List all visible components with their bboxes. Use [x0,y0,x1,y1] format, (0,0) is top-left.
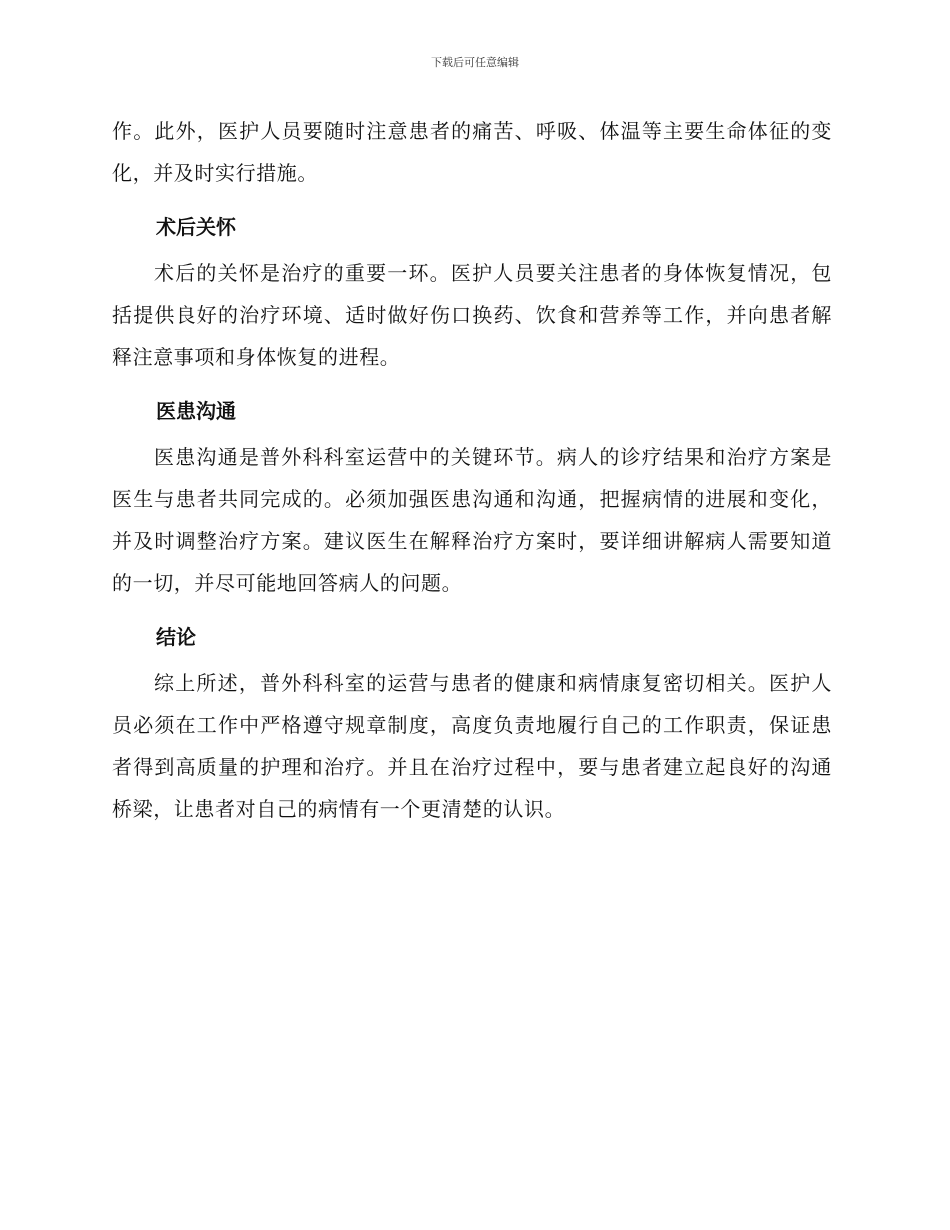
section-body-postoperative-care: 术后的关怀是治疗的重要一环。医护人员要关注患者的身体恢复情况，包括提供良好的治疗环境、适时做好伤口换药、饮食和营养等工作，并向患者解释注意事项和身体恢复的进程。 [112,261,832,369]
intro-paragraph: 作。此外，医护人员要随时注意患者的痛苦、呼吸、体温等主要生命体征的变化，并及时实行措施。 [112,119,832,185]
section-body-conclusion: 综上所述，普外科科室的运营与患者的健康和病情康复密切相关。医护人员必须在工作中严格遵守规章制度，高度负责地履行自己的工作职责，保证患者得到高质量的护理和治疗。并且在治疗过程中，要与患者建立起良好的沟通桥梁，让患者对自己的病情有一个更清楚的认识。 [112,671,832,821]
section-heading-doctor-patient-communication: 医患沟通 [156,399,236,423]
section-heading-postoperative-care: 术后关怀 [156,215,236,239]
header-note: 下载后可任意编辑 [431,56,519,69]
document-body [112,110,832,830]
section-heading-conclusion: 结论 [156,625,196,649]
section-body-doctor-patient-communication: 医患沟通是普外科科室运营中的关键环节。病人的诊疗结果和治疗方案是医生与患者共同完成的。必须加强医患沟通和沟通，把握病情的进展和变化，并及时调整治疗方案。建议医生在解释治疗方案时，要详细讲解病人需要知道的一切，并尽可能地回答病人的问题。 [112,445,832,595]
